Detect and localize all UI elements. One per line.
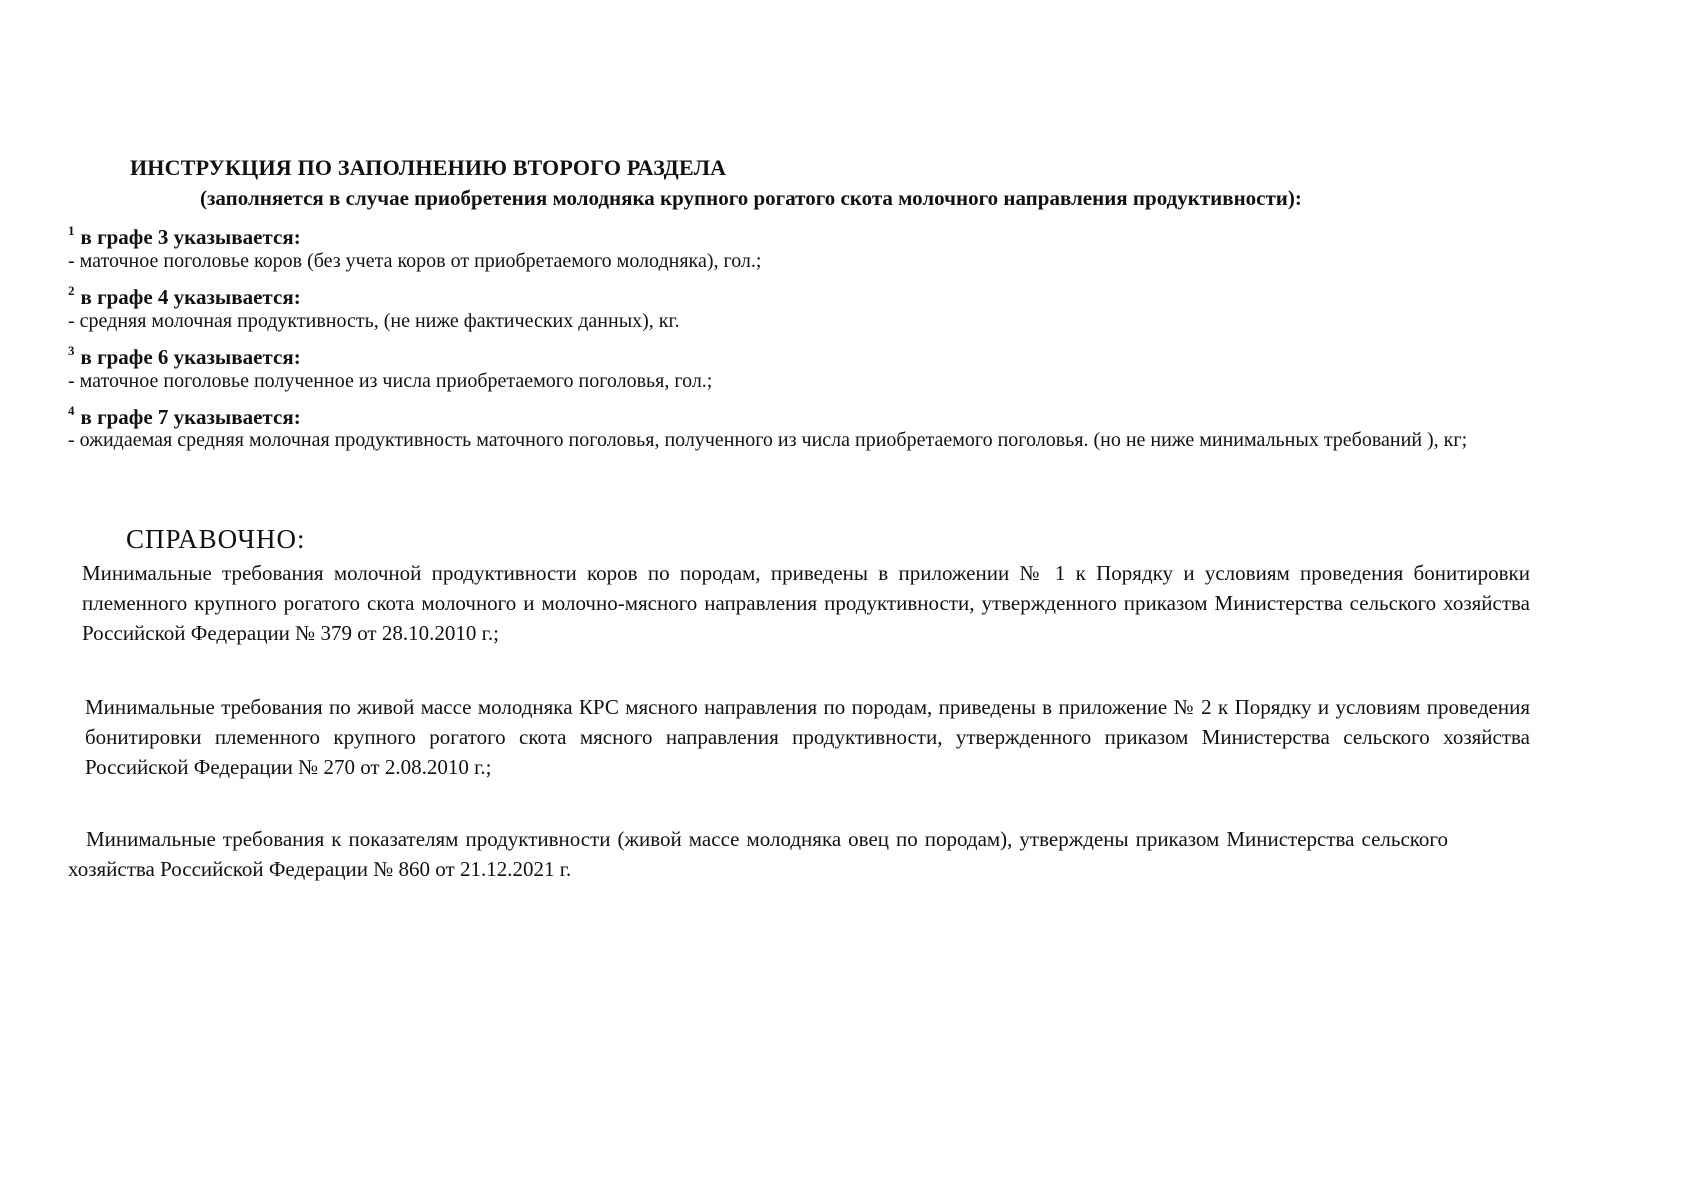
- instruction-text: - ожидаемая средняя молочная продуктивность маточного поголовья, полученного из числа приобретаемого поголовья. (но не ниже минимальных требований ), кг;: [68, 429, 1468, 451]
- instruction-text: - средняя молочная продуктивность, (не ниже фактических данных), кг.: [68, 310, 680, 332]
- reference-paragraph: Минимальные требования к показателям продуктивности (живой массе молодняка овец по породам), утверждены приказом Министерства сельского хозяйства Российской Федерации № 860 от 21.12.2021 г.: [68, 827, 1448, 881]
- reference-paragraph: Минимальные требования молочной продуктивности коров по породам, приведены в приложении № 1 к Порядку и условиям проведения бонитировки племенного крупного рогатого скота молочного и молочно-мясного направления продуктивности, утвержденного приказом Министерства сельского хозяйства Российской Федерации № 379 от 28.10.2010 г.;: [82, 561, 1530, 645]
- instruction-heading-text: в графе 6 указывается:: [80, 345, 301, 369]
- reference-paragraph: Минимальные требования по живой массе молодняка КРС мясного направления по породам, приведены в приложение № 2 к Порядку и условиям проведения бонитировки племенного крупного рогатого скота мясного направления продуктивности, утвержденного приказом Министерства сельского хозяйства Российской Федерации № 270 от 2.08.2010 г.;: [85, 695, 1530, 779]
- document-subtitle: (заполняется в случае приобретения молодняка крупного рогатого скота молочного направления продуктивности):: [200, 186, 1302, 210]
- footnote-marker: 1: [68, 223, 75, 238]
- instruction-text: - маточное поголовье коров (без учета коров от приобретаемого молодняка), гол.;: [68, 250, 762, 272]
- instruction-heading-text: в графе 7 указывается:: [80, 405, 301, 429]
- document-title: ИНСТРУКЦИЯ ПО ЗАПОЛНЕНИЮ ВТОРОГО РАЗДЕЛА: [130, 155, 727, 180]
- instruction-heading-text: в графе 4 указывается:: [80, 285, 301, 309]
- footnote-marker: 3: [68, 343, 75, 358]
- footnote-marker: 2: [68, 283, 75, 298]
- instructions-list: [68, 216, 1532, 456]
- instruction-heading: [68, 336, 1532, 369]
- footnote-marker: 4: [68, 403, 75, 418]
- reference-heading: СПРАВОЧНО:: [126, 524, 306, 554]
- instruction-heading: [68, 396, 1532, 429]
- instruction-text: - маточное поголовье полученное из числа приобретаемого поголовья, гол.;: [68, 370, 713, 392]
- instruction-heading: [68, 216, 1532, 249]
- instruction-heading: [68, 276, 1532, 309]
- instruction-heading-text: в графе 3 указывается:: [80, 225, 301, 249]
